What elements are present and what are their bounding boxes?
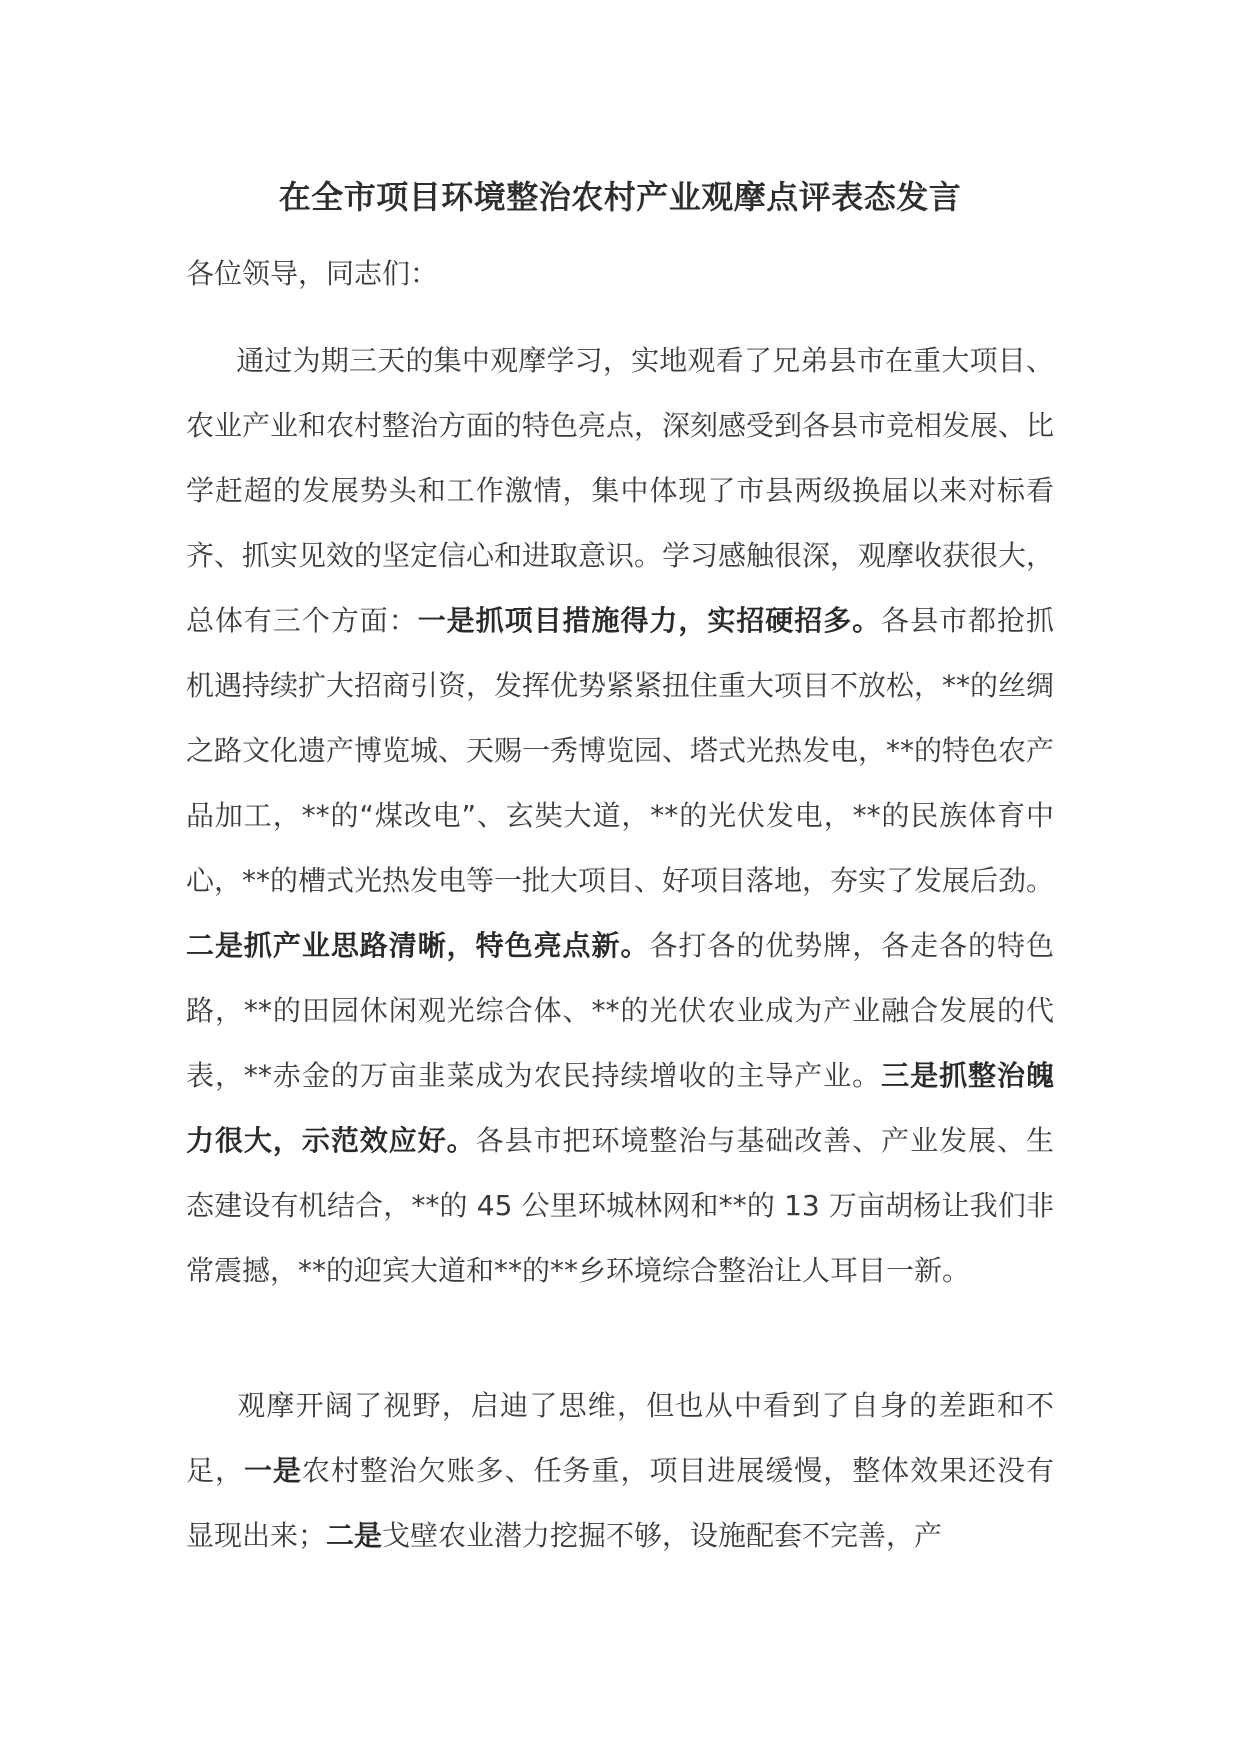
bold-point: 一是 xyxy=(243,1454,302,1487)
bold-point: 二是抓产业思路清晰，特色亮点新。 xyxy=(186,929,650,962)
bold-point: 一是抓项目措施得力，实招硬招多。 xyxy=(417,604,882,637)
document-title: 在全市项目环境整治农村产业观摩点评表态发言 xyxy=(278,178,962,216)
paragraph-text: 各县市都抢抓机遇持续扩大招商引资，发挥优势紧紧扭住重大项目不放松，**的丝绸之路文化遗产博览城、天赐一秀博览园、塔式光热发电，**的特色农产品加工，**的“煤改电”、玄奘大道，**的光伏发电，**的民族体育中心，**的槽式光热发电等一批大项目、好项目落地，夯实了发展后劲。 xyxy=(186,604,1055,897)
body-paragraph-2 xyxy=(186,1373,1054,1568)
bold-point: 三是抓整治魄力很大，示范效应好。 xyxy=(186,1059,1054,1157)
greeting: 各位领导，同志们： xyxy=(186,257,439,290)
body-paragraph-1 xyxy=(186,328,1054,1303)
bold-point: 二是 xyxy=(326,1519,383,1552)
paragraph-text: 通过为期三天的集中观摩学习，实地观看了兄弟县市在重大项目、农业产业和农村整治方面的特色亮点，深刻感受到各县市竞相发展、比学赶超的发展势头和工作激情，集中体现了市县两级换届以来对标看齐、抓实见效的坚定信心和进取意识。学习感触很深，观摩收获很大，总体有三个方面： xyxy=(186,344,1055,637)
paragraph-text: 观摩开阔了视野，启迪了思维，但也从中看到了自身的差距和不足， xyxy=(186,1389,1054,1487)
paragraph-text: 戈壁农业潜力挖掘不够，设施配套不完善，产 xyxy=(382,1519,943,1552)
paragraph-text: 各打各的优势牌，各走各的特色路，**的田园休闲观光综合体、**的光伏农业成为产业融合发展的代表，**赤金的万亩韭菜成为农民持续增收的主导产业。 xyxy=(186,929,1054,1092)
paragraph-text: 各县市把环境整治与基础改善、产业发展、生态建设有机结合，**的 45 公里环城林网和**的 13 万亩胡杨让我们非常震撼，**的迎宾大道和**的**乡环境综合整治让人耳目一新。 xyxy=(186,1124,1054,1287)
paragraph-text: 农村整治欠账多、任务重，项目进展缓慢，整体效果还没有显现出来； xyxy=(186,1454,1054,1552)
